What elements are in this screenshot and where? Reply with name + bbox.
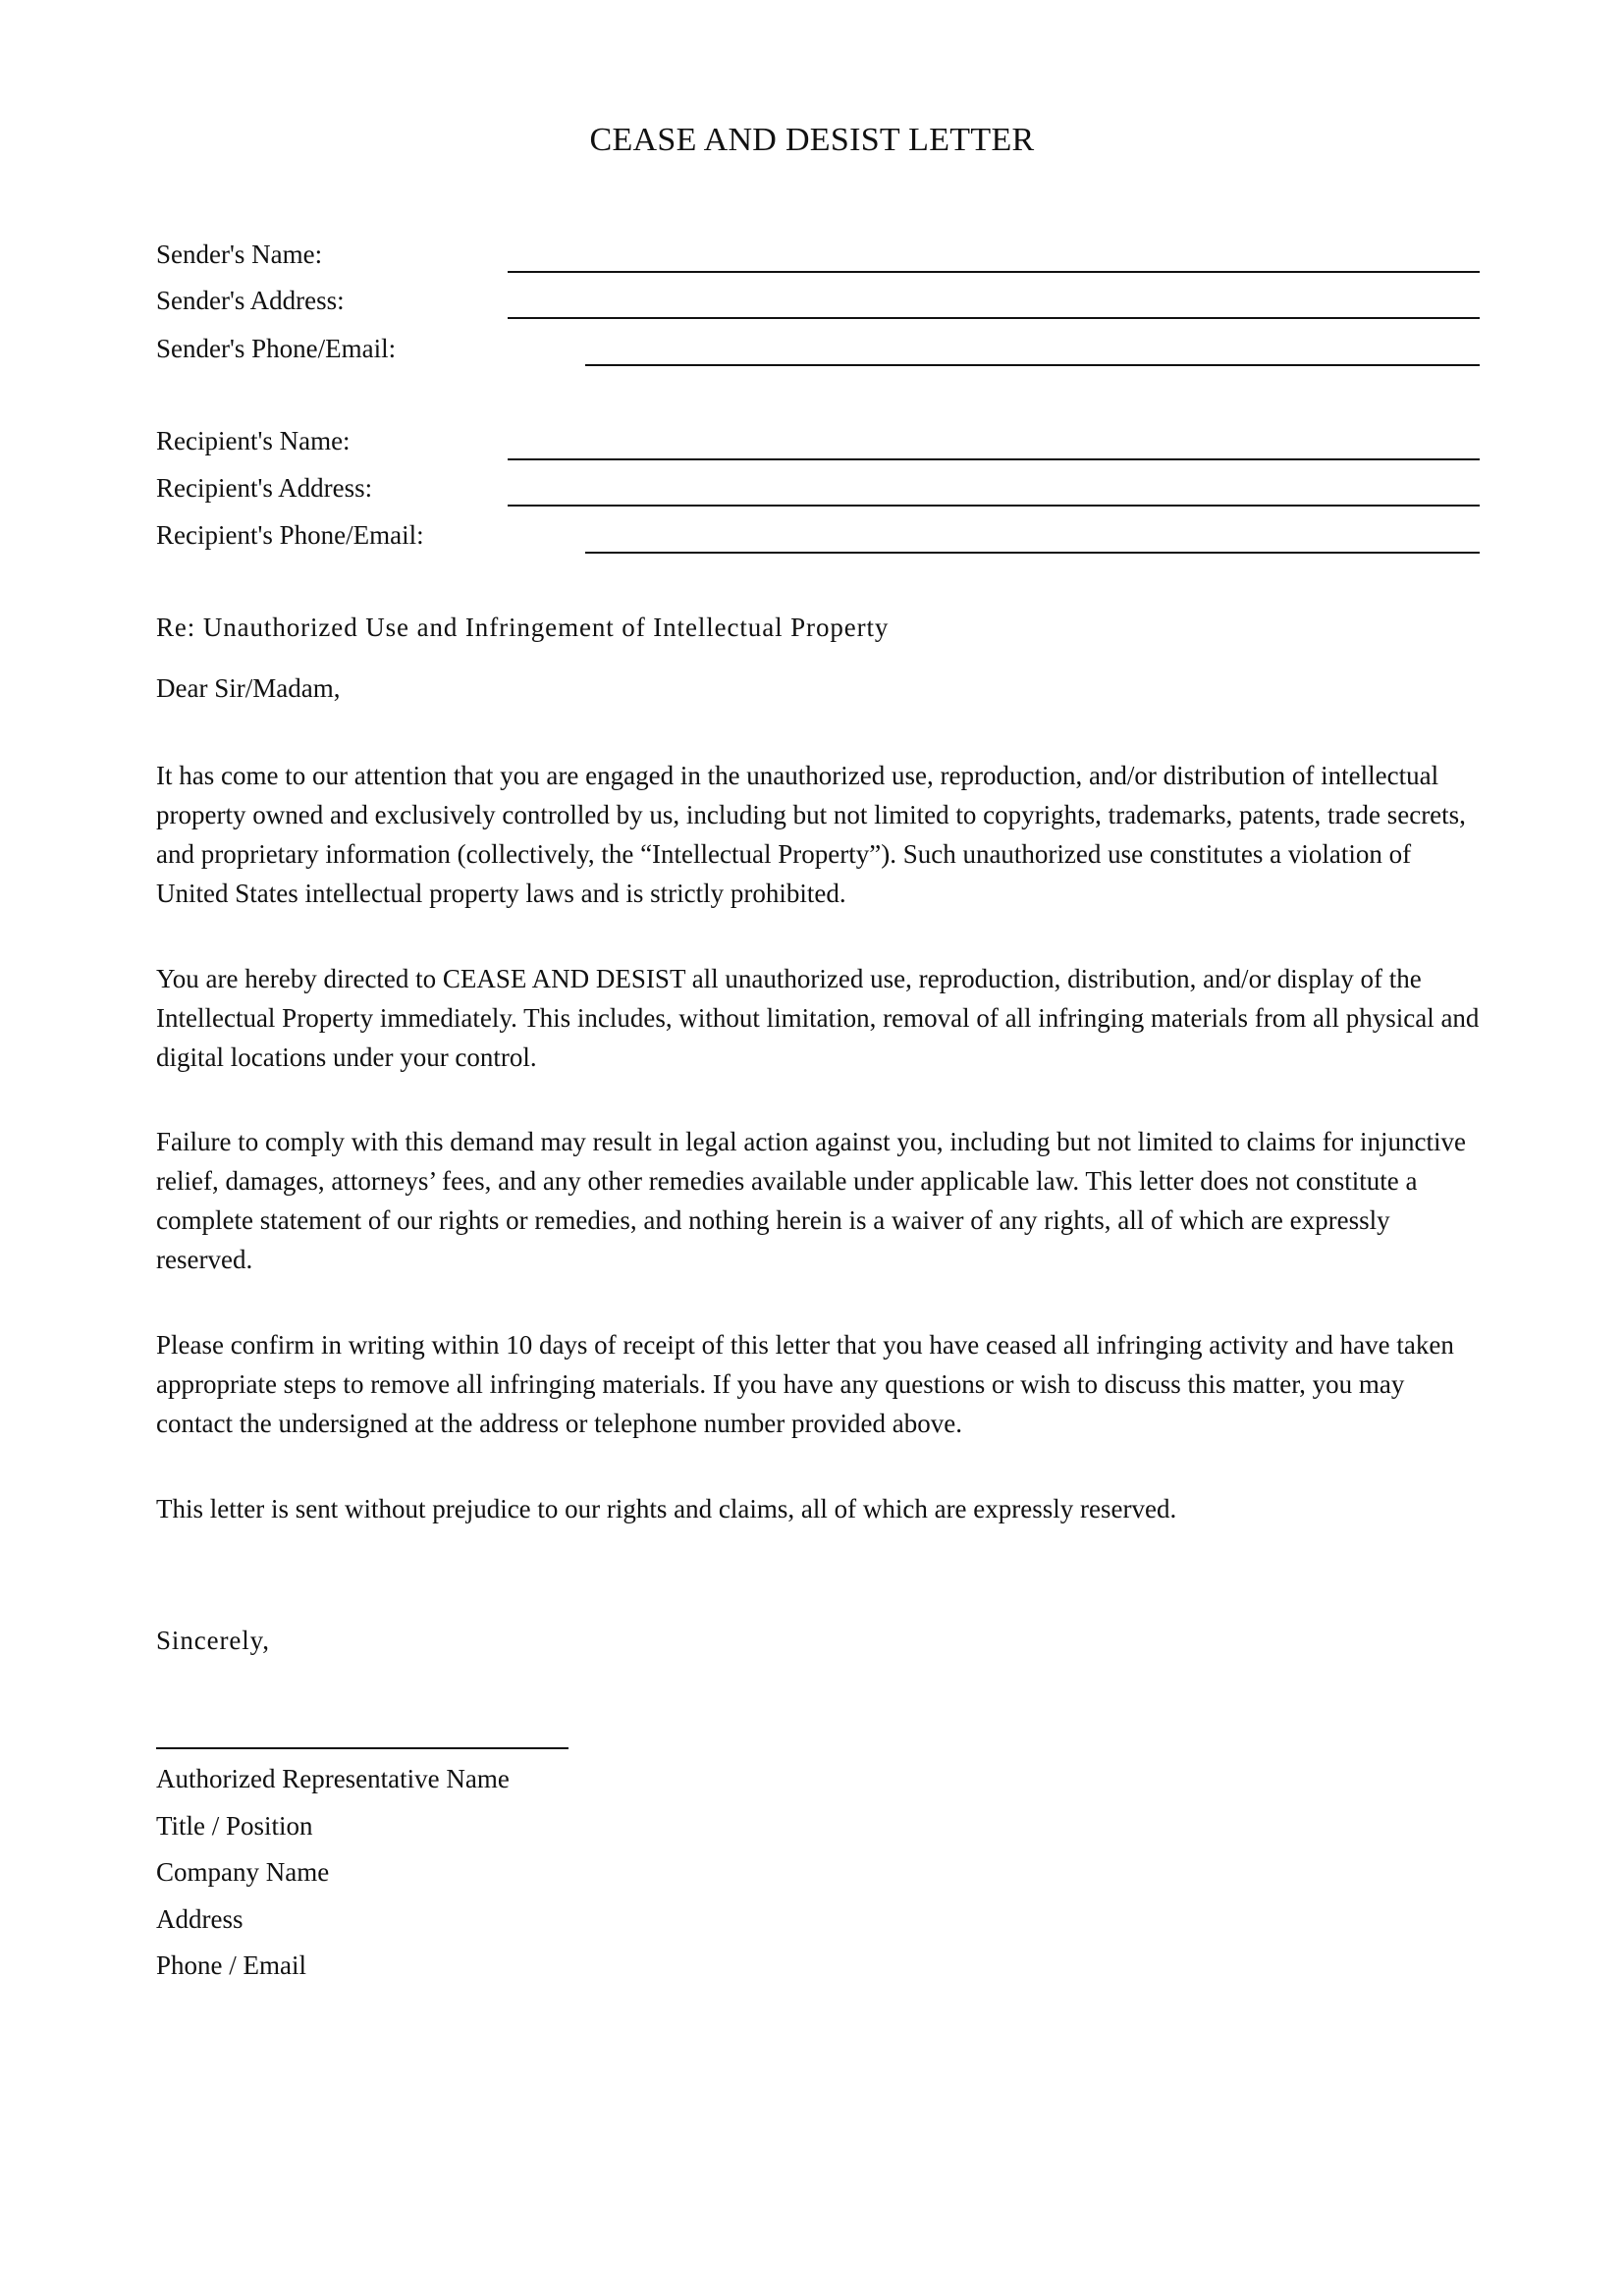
- recipient-name-label: Recipient's Name:: [156, 426, 351, 455]
- sender-contact-label: Sender's Phone/Email:: [156, 334, 397, 363]
- sender-name-label: Sender's Name:: [156, 240, 323, 269]
- signature-company: Company Name: [156, 1857, 330, 1887]
- paragraph-4: Please confirm in writing within 10 days of receipt of this letter that you have ceased all infringing activity and have taken appropriate steps to remove all infringing materials. If you have any questions or wish to discuss this matter, you may contact the undersigned at the address or telephone number provided above.: [156, 1330, 1454, 1438]
- recipient-contact-field[interactable]: [585, 552, 1480, 554]
- signature-address: Address: [156, 1904, 244, 1934]
- greeting: Dear Sir/Madam,: [156, 673, 341, 703]
- sender-contact-field[interactable]: [585, 364, 1480, 366]
- signature-title: Title / Position: [156, 1811, 313, 1841]
- paragraph-1: It has come to our attention that you are engaged in the unauthorized use, reproduction, and/or distribution of intellectual property owned and exclusively controlled by us, including but not limited to copyrights, trademarks, patents, trade secrets, and proprietary information (collectively, the “Intellectual Property”). Such unauthorized use constitutes a violation of United States intellectual property laws and is strictly prohibited.: [156, 761, 1466, 908]
- paragraph-5: This letter is sent without prejudice to our rights and claims, all of which are expressly reserved.: [156, 1494, 1177, 1523]
- recipient-name-field[interactable]: [508, 458, 1480, 460]
- recipient-contact-label: Recipient's Phone/Email:: [156, 520, 424, 550]
- closing: Sincerely,: [156, 1626, 270, 1655]
- paragraph-2: You are hereby directed to CEASE AND DESIST all unauthorized use, reproduction, distribution, and/or display of the Intellectual Property immediately. This includes, without limitation, removal of all infringing materials from all physical and digital locations under your control.: [156, 964, 1480, 1072]
- signature-line[interactable]: [156, 1747, 568, 1749]
- signature-name: Authorized Representative Name: [156, 1764, 510, 1793]
- sender-address-field[interactable]: [508, 317, 1480, 319]
- sender-name-field[interactable]: [508, 271, 1480, 273]
- recipient-address-field[interactable]: [508, 505, 1480, 507]
- recipient-address-label: Recipient's Address:: [156, 473, 373, 503]
- document-title: CEASE AND DESIST LETTER: [589, 122, 1035, 158]
- signature-contact: Phone / Email: [156, 1950, 306, 1980]
- subject-line: Re: Unauthorized Use and Infringement of Intellectual Property: [156, 613, 890, 642]
- sender-address-label: Sender's Address:: [156, 286, 345, 315]
- paragraph-3: Failure to comply with this demand may result in legal action against you, including but not limited to claims for injunctive relief, damages, attorneys’ fees, and any other remedies available under applicable law. This letter does not constitute a complete statement of our rights or remedies, and nothing herein is a waiver of any rights, all of which are expressly reserved.: [156, 1127, 1467, 1274]
